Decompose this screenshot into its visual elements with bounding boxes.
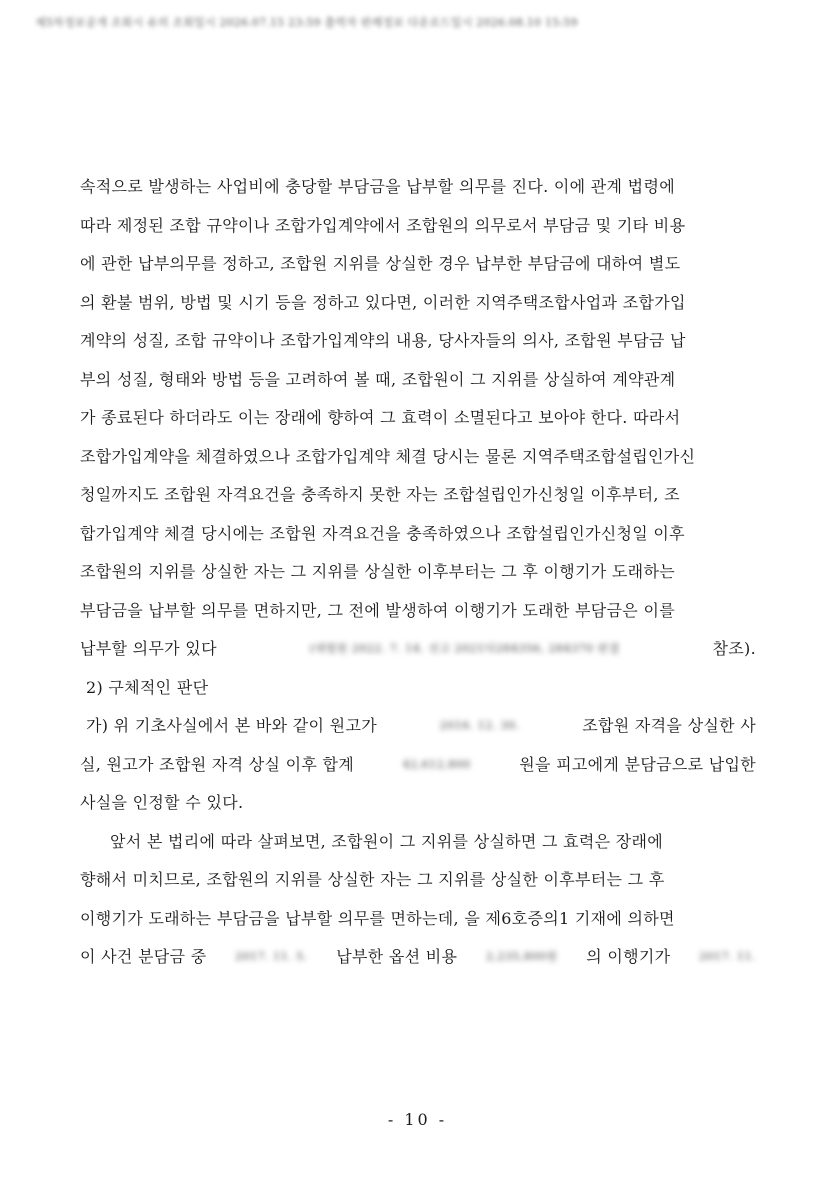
redacted-amount: 2,235,800원 — [485, 950, 558, 963]
text-line: 향해서 미치므로, 조합원의 지위를 상실한 자는 그 지위를 상실한 이후부터는 그 후 — [80, 870, 665, 889]
text-line: 가 종료된다 하더라도 이는 장래에 향하여 그 효력이 소멸된다고 보아야 한다. 따라서 — [80, 408, 681, 427]
text-line: 따라 제정된 조합 규약이나 조합가입계약에서 조합원의 의무로서 부담금 및 기타 비용 — [80, 215, 686, 235]
redacted-amount: 42,612,800 — [402, 757, 471, 771]
text-segment: 의 이행기가 — [586, 947, 671, 966]
text-line: 이행기가 도래하는 부담금을 납부할 의무를 면하는데, 을 제6호증의1 기재에 의하면 — [80, 908, 675, 928]
text-line: 계약의 성질, 조합 규약이나 조합가입계약의 내용, 당사자들의 의사, 조합원 부담금 납 — [80, 331, 686, 350]
text-line: 합가입계약 체결 당시에는 조합원 자격요건을 충족하였으나 조합설립인가신청일 이후 — [80, 523, 685, 543]
text-line — [80, 784, 756, 823]
text-line: 조합원의 지위를 상실한 자는 그 지위를 상실한 이후부터는 그 후 이행기가 도래하는 — [80, 562, 675, 581]
document-header: 제5차정보공개 조회시 유의 조회일시 2026.07.15 23:59 출력자 판례정보 다운로드일시 2026.08.10 15:59 — [35, 16, 578, 29]
text-line: 앞서 본 법리에 따라 살펴보면, 조합원이 그 지위를 상실하면 그 효력은 장래에 — [110, 831, 664, 851]
section-heading-label: 2) 구체적인 판단 — [86, 677, 209, 697]
text-line-redacted — [80, 938, 756, 977]
text-line: 에 관한 납부의무를 정하고, 조합원 지위를 상실한 경우 납부한 부담금에 대하여 별도 — [80, 254, 681, 273]
redacted-citation: (대법원 2022. 7. 14. 선고 2021다284356, 284370 판결 — [309, 642, 620, 655]
text-segment: 사실을 인정할 수 있다. — [80, 793, 244, 812]
redacted-date: 2017. 11. — [699, 950, 756, 963]
redacted-date: 2016. 12. 30. — [439, 719, 520, 732]
text-segment: 납부한 옵션 비용 — [336, 947, 458, 966]
text-segment: 원을 피고에게 분담금으로 납입한 — [519, 754, 756, 774]
text-segment: 납부할 의무가 있다 — [80, 639, 217, 658]
text-line-citation — [80, 630, 756, 669]
section-heading — [80, 669, 756, 708]
text-line: 청일까지도 조합원 자격요건을 충족하지 못한 자는 조합설립인가신청일 이후부터, 조 — [80, 485, 680, 504]
text-segment: 이 사건 분담금 중 — [80, 947, 207, 966]
text-line: 부의 성질, 형태와 방법 등을 고려하여 볼 때, 조합원이 그 지위를 상실하여 계약관계 — [80, 369, 676, 389]
text-line: 속적으로 발생하는 사업비에 충당할 부담금을 납부할 의무를 진다. 이에 관계 법령에 — [80, 177, 675, 196]
text-line-redacted — [80, 746, 756, 785]
page-number: - 10 - — [387, 1110, 448, 1129]
text-segment: 조합원 자격을 상실한 사 — [582, 716, 756, 735]
text-segment: 참조). — [712, 639, 756, 658]
text-segment: 실, 원고가 조합원 자격 상실 이후 합계 — [80, 754, 355, 774]
text-line: 부담금을 납부할 의무를 면하지만, 그 전에 발생하여 이행기가 도래한 부담금은 이를 — [80, 600, 675, 620]
document-body — [80, 168, 756, 977]
text-line: 의 환불 범위, 방법 및 시기 등을 정하고 있다면, 이러한 지역주택조합사업과 조합가입 — [80, 292, 686, 312]
text-line-redacted — [80, 707, 756, 746]
text-segment: 가) 위 기초사실에서 본 바와 같이 원고가 — [86, 716, 377, 735]
text-line: 조합가입계약을 체결하였으나 조합가입계약 체결 당시는 물론 지역주택조합설립인가신 — [80, 446, 696, 466]
redacted-date: 2017. 11. 5. — [235, 950, 308, 963]
